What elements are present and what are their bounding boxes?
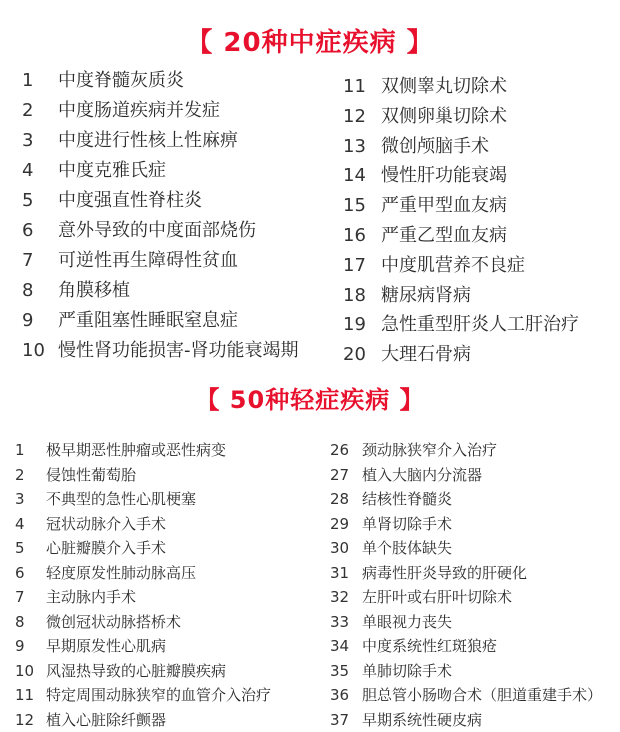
item-text: 中度系统性红斑狼疮 xyxy=(362,637,498,655)
item-number: 17 xyxy=(343,254,366,276)
item-number: 36 xyxy=(330,686,350,704)
item-text: 侵蚀性葡萄胎 xyxy=(46,465,137,484)
item-text: 大理石骨病 xyxy=(381,344,471,366)
item-text: 中度进行性核上性麻痹 xyxy=(58,130,238,151)
item-number: 5 xyxy=(15,539,25,557)
item-text: 中度肠道疾病并发症 xyxy=(58,100,220,121)
item-text: 风湿热导致的心脏瓣膜疾病 xyxy=(46,661,227,680)
item-number: 14 xyxy=(343,165,366,187)
item-number: 8 xyxy=(22,280,34,301)
item-number: 4 xyxy=(15,514,25,533)
item-number: 2 xyxy=(15,465,25,484)
item-number: 2 xyxy=(22,100,34,121)
mid-disease-list-left xyxy=(22,66,342,366)
item-text: 单肾切除手术 xyxy=(362,514,453,533)
mid-disease-list-right xyxy=(343,72,620,372)
item-text: 植入心脏除纤颤器 xyxy=(46,710,167,729)
item-text: 颈动脉狭窄介入治疗 xyxy=(362,441,498,459)
item-text: 冠状动脉介入手术 xyxy=(46,514,167,533)
item-number: 5 xyxy=(22,190,34,211)
item-text: 单眼视力丧失 xyxy=(362,612,453,631)
item-number: 28 xyxy=(330,490,350,508)
item-number: 11 xyxy=(15,686,35,704)
item-number: 27 xyxy=(330,465,350,484)
item-text: 特定周围动脉狭窄的血管介入治疗 xyxy=(46,686,272,704)
item-text: 主动脉内手术 xyxy=(46,588,137,606)
item-text: 极早期恶性肿瘤或恶性病变 xyxy=(46,441,227,459)
item-number: 6 xyxy=(15,563,25,582)
item-text: 双侧睾丸切除术 xyxy=(381,76,507,97)
item-number: 3 xyxy=(22,130,34,151)
page-top-edge xyxy=(0,0,620,4)
item-text: 中度克雅氏症 xyxy=(58,160,166,181)
item-number: 30 xyxy=(330,539,350,557)
item-text: 病毒性肝炎导致的肝硬化 xyxy=(362,563,528,582)
item-text: 早期原发性心肌病 xyxy=(46,637,167,655)
item-text: 严重乙型血友病 xyxy=(381,225,507,246)
item-number: 7 xyxy=(15,588,25,606)
item-text: 微创颅脑手术 xyxy=(381,135,489,157)
item-number: 10 xyxy=(15,661,35,680)
item-text: 中度强直性脊柱炎 xyxy=(58,190,202,211)
item-text: 急性重型肝炎人工肝治疗 xyxy=(381,314,579,336)
item-text: 左肝叶或右肝叶切除术 xyxy=(362,588,513,606)
item-text: 单肺切除手术 xyxy=(362,661,453,680)
item-number: 12 xyxy=(343,105,366,127)
item-text: 可逆性再生障碍性贫血 xyxy=(58,250,238,271)
item-number: 1 xyxy=(22,70,34,91)
item-number: 8 xyxy=(15,612,25,631)
light-disease-list-left xyxy=(15,438,325,728)
light-disease-list-right xyxy=(330,438,620,728)
item-number: 34 xyxy=(330,637,350,655)
item-number: 6 xyxy=(22,220,34,241)
item-number: 19 xyxy=(343,314,366,336)
item-text: 糖尿病肾病 xyxy=(381,284,471,306)
item-text: 轻度原发性肺动脉高压 xyxy=(46,563,197,582)
item-number: 37 xyxy=(330,710,350,729)
item-text: 慢性肾功能损害-肾功能衰竭期 xyxy=(58,340,299,361)
item-text: 慢性肝功能衰竭 xyxy=(381,165,507,187)
item-text: 植入大脑内分流器 xyxy=(362,465,483,484)
item-number: 1 xyxy=(15,441,25,459)
item-text: 严重甲型血友病 xyxy=(381,195,507,217)
item-number: 4 xyxy=(22,160,34,181)
item-text: 双侧卵巢切除术 xyxy=(381,105,507,127)
item-number: 33 xyxy=(330,612,350,631)
item-number: 15 xyxy=(343,195,366,217)
item-text: 角膜移植 xyxy=(58,280,130,301)
item-number: 18 xyxy=(343,284,366,306)
item-number: 7 xyxy=(22,250,34,271)
item-text: 意外导致的中度面部烧伤 xyxy=(58,220,256,241)
item-number: 9 xyxy=(15,637,25,655)
item-text: 结核性脊髓炎 xyxy=(362,490,453,508)
item-text: 早期系统性硬皮病 xyxy=(362,710,483,729)
item-number: 26 xyxy=(330,441,350,459)
item-text: 单个肢体缺失 xyxy=(362,539,453,557)
item-number: 13 xyxy=(343,135,366,157)
item-number: 29 xyxy=(330,514,350,533)
item-text: 中度脊髓灰质炎 xyxy=(58,70,184,91)
item-text: 胆总管小肠吻合术（胆道重建手术） xyxy=(362,686,603,704)
item-number: 10 xyxy=(22,340,45,361)
section-title-mid: 【 20种中症疾病 】 xyxy=(186,28,434,58)
item-text: 不典型的急性心肌梗塞 xyxy=(46,490,197,508)
item-number: 9 xyxy=(22,310,34,331)
item-number: 20 xyxy=(343,344,366,366)
item-number: 3 xyxy=(15,490,25,508)
item-number: 11 xyxy=(343,76,366,97)
item-number: 31 xyxy=(330,563,350,582)
item-text: 严重阻塞性睡眠窒息症 xyxy=(58,310,238,331)
item-text: 微创冠状动脉搭桥术 xyxy=(46,612,182,631)
item-text: 中度肌营养不良症 xyxy=(381,254,525,276)
item-number: 32 xyxy=(330,588,350,606)
item-number: 12 xyxy=(15,710,35,729)
item-number: 35 xyxy=(330,661,350,680)
item-number: 16 xyxy=(343,225,366,246)
section-title-light: 【 50种轻症疾病 】 xyxy=(195,386,425,414)
item-text: 心脏瓣膜介入手术 xyxy=(46,539,167,557)
